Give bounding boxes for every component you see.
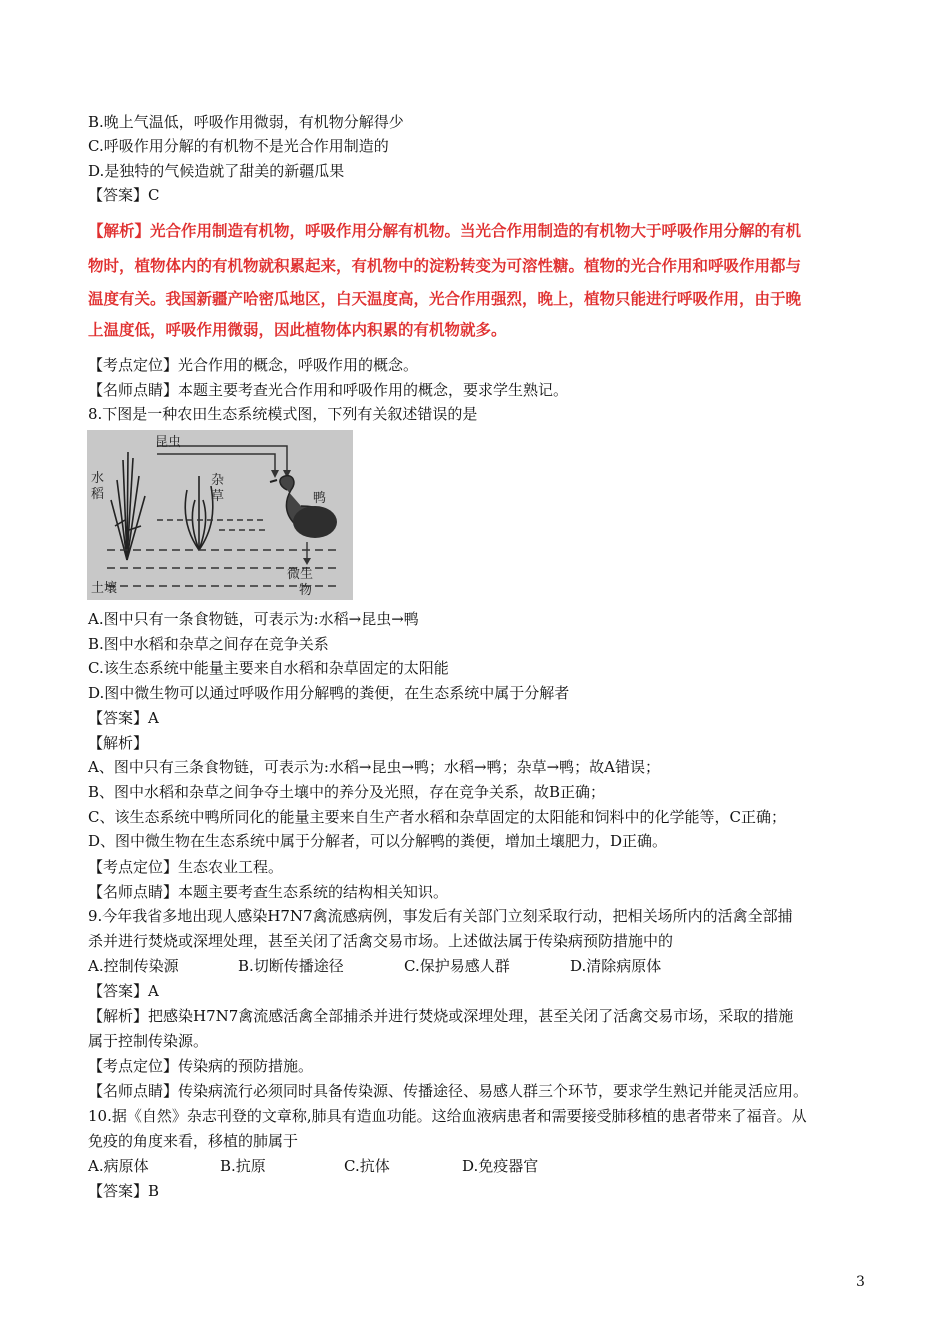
- label-microbe: 物: [299, 583, 313, 598]
- page-number: 3: [856, 1274, 865, 1290]
- q9-options: [88, 955, 661, 977]
- q10-option: C.抗体: [344, 1157, 390, 1175]
- q7-option-c: C.呼吸作用分解的有机物不是光合作用制造的: [88, 137, 389, 155]
- q10-option: B.抗原: [220, 1157, 266, 1175]
- q7-analysis-line: 物时，植物体内的有机物就积累起来，有机物中的淀粉转变为可溶性糖。植物的光合作用和呼吸作用都与: [88, 257, 802, 275]
- label-soil: 土壤: [91, 581, 118, 596]
- q8-mingshi: 【名师点睛】本题主要考查生态系统的结构相关知识。: [88, 883, 449, 901]
- label-microbe: 微生: [287, 567, 314, 582]
- label-rice: 水: [91, 471, 105, 486]
- q9-stem-line: 9.今年我省多地出现人感染H7N7禽流感病例，事发后有关部门立刻采取行动，把相关场所内的活禽全部捕: [88, 907, 793, 925]
- q9-option: C.保护易感人群: [404, 957, 510, 975]
- q8-analysis-line: B、图中水稻和杂草之间争夺土壤中的养分及光照，存在竞争关系，故B正确；: [88, 783, 606, 801]
- q7-answer: 【答案】C: [88, 186, 160, 204]
- q9-analysis-line: 【解析】把感染H7N7禽流感活禽全部捕杀并进行焚烧或深埋处理，甚至关闭了活禽交易市场，采取的措施: [88, 1007, 794, 1025]
- q9-option: D.清除病原体: [570, 957, 662, 975]
- q8-analysis-line: C、该生态系统中鸭所同化的能量主要来自生产者水稻和杂草固定的太阳能和饲料中的化学能等，C正确；: [88, 808, 786, 826]
- q8-option-b: B.图中水稻和杂草之间存在竞争关系: [88, 635, 329, 653]
- q7-analysis-line: 上温度低，呼吸作用微弱，因此植物体内积累的有机物就多。: [88, 321, 507, 339]
- label-rice: 稻: [91, 487, 105, 502]
- q9-option: B.切断传播途径: [238, 957, 344, 975]
- q8-option-a: A.图中只有一条食物链，可表示为:水稻→昆虫→鸭: [88, 610, 419, 628]
- q7-option-d: D.是独特的气候造就了甜美的新疆瓜果: [88, 162, 345, 180]
- q9-stem-line: 杀并进行焚烧或深埋处理，甚至关闭了活禽交易市场。上述做法属于传染病预防措施中的: [88, 932, 674, 950]
- q9-option: A.控制传染源: [88, 957, 179, 975]
- q8-kaodian: 【考点定位】生态农业工程。: [88, 858, 284, 876]
- q9-mingshi: 【名师点睛】传染病流行必须同时具备传染源、传播途径、易感人群三个环节，要求学生熟记并能灵活应用。: [88, 1082, 809, 1100]
- q9-answer: 【答案】A: [88, 982, 159, 1000]
- q10-option: A.病原体: [88, 1157, 149, 1175]
- q7-option-b: B.晚上气温低，呼吸作用微弱，有机物分解得少: [88, 113, 404, 131]
- label-weed: 杂: [211, 473, 225, 488]
- ecosystem-figure: [87, 430, 353, 600]
- q8-option-c: C.该生态系统中能量主要来自水稻和杂草固定的太阳能: [88, 659, 449, 677]
- q8-analysis-line: D、图中微生物在生态系统中属于分解者，可以分解鸭的粪便，增加土壤肥力，D正确。: [88, 832, 668, 850]
- q8-analysis-title: 【解析】: [88, 734, 149, 752]
- q7-analysis-line: 温度有关。我国新疆产哈密瓜地区，白天温度高，光合作用强烈，晚上，植物只能进行呼吸作用，由于晚: [88, 290, 802, 308]
- label-insect: 昆虫: [155, 435, 182, 450]
- q8-option-d: D.图中微生物可以通过呼吸作用分解鸭的粪便，在生态系统中属于分解者: [88, 684, 570, 702]
- q8-answer: 【答案】A: [88, 709, 159, 727]
- q10-options: [88, 1155, 538, 1177]
- q7-kaodian: 【考点定位】光合作用的概念，呼吸作用的概念。: [88, 356, 419, 374]
- q7-analysis-line: 【解析】光合作用制造有机物，呼吸作用分解有机物。当光合作用制造的有机物大于呼吸作用分解的有机: [88, 222, 802, 240]
- q10-stem-line: 10.据《自然》杂志刊登的文章称,肺具有造血功能。这给血液病患者和需要接受肺移植的患者带来了福音。从: [88, 1107, 807, 1125]
- q10-answer: 【答案】B: [88, 1182, 160, 1200]
- label-weed: 草: [211, 489, 225, 504]
- q9-analysis-line: 属于控制传染源。: [88, 1032, 209, 1050]
- label-duck: 鸭: [313, 491, 327, 506]
- q8-stem: 8.下图是一种农田生态系统模式图，下列有关叙述错误的是: [88, 405, 478, 423]
- q10-stem-line: 免疫的角度来看，移植的肺属于: [88, 1132, 299, 1150]
- q8-analysis-line: A、图中只有三条食物链，可表示为:水稻→昆虫→鸭；水稻→鸭；杂草→鸭；故A错误；: [88, 758, 660, 776]
- q7-mingshi: 【名师点睛】本题主要考查光合作用和呼吸作用的概念，要求学生熟记。: [88, 381, 569, 399]
- q9-kaodian: 【考点定位】传染病的预防措施。: [88, 1057, 314, 1075]
- q10-option: D.免疫器官: [462, 1157, 539, 1175]
